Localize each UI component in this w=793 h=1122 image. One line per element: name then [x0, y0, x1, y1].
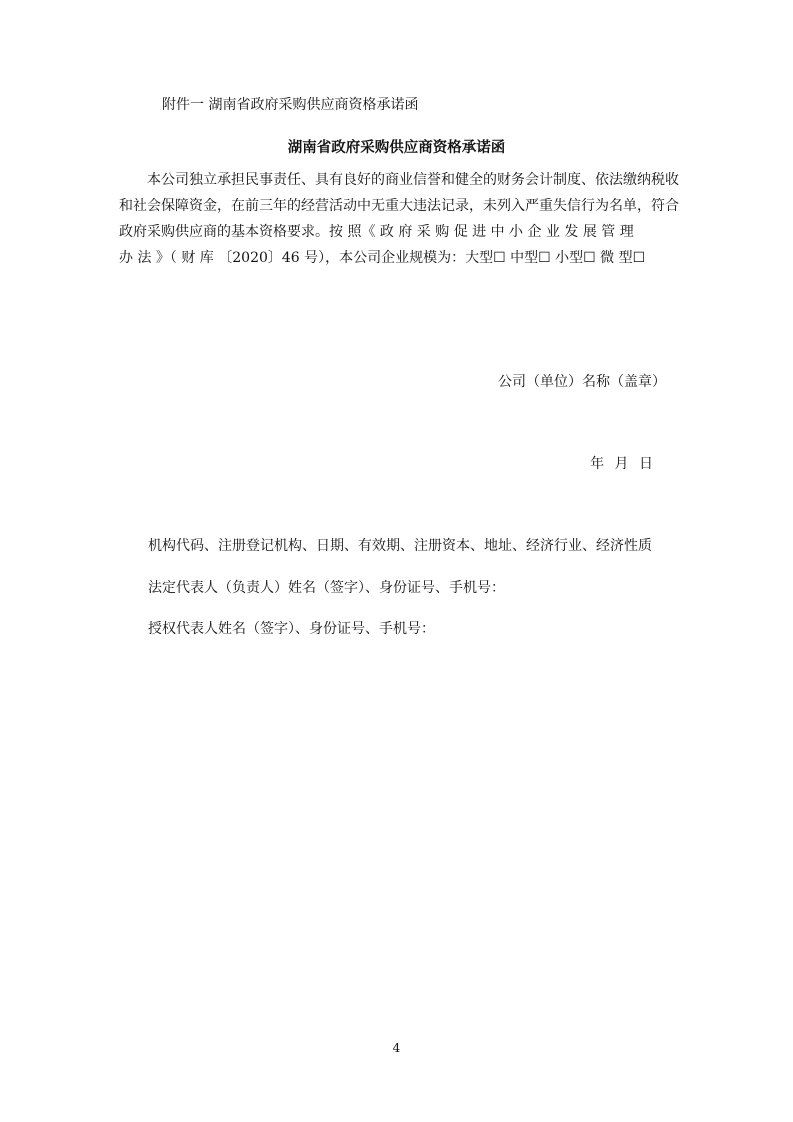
commitment-line: 和社会保障资金，在前三年的经营活动中无重大违法记录，未列入严重失信行为名单，符合: [119, 198, 679, 214]
page-number: 4: [392, 1041, 401, 1055]
commitment-line: 本公司独立承担民事责任、具有良好的商业信誉和健全的财务会计制度、依法缴纳税收: [147, 172, 679, 188]
date-line: 年 月 日: [590, 456, 653, 472]
attachment-heading: 附件一 湖南省政府采购供应商资格承诺函: [162, 97, 419, 113]
company-stamp-line: 公司（单位）名称（盖章）: [498, 374, 666, 390]
commitment-line: 办 法 》（ 财 库 〔2020〕46 号），本公司企业规模为：大型☐ 中型☐ 小型☐ 微 型☐: [119, 250, 646, 266]
authorized-representative-line: 授权代表人姓名（签字）、身份证号、手机号：: [148, 621, 435, 637]
document-title: 湖南省政府采购供应商资格承诺函: [287, 139, 506, 156]
commitment-paragraph: [119, 167, 679, 271]
commitment-line: 政府采购供应商的基本资格要求。按 照《 政 府 采 购 促 进 中 小 企 业 发 展 管 理: [119, 224, 634, 240]
registration-info-line: 机构代码、注册登记机构、日期、有效期、注册资本、地址、经济行业、经济性质: [148, 538, 652, 554]
legal-representative-line: 法定代表人（负责人）姓名（签字）、身份证号、手机号：: [148, 580, 505, 596]
